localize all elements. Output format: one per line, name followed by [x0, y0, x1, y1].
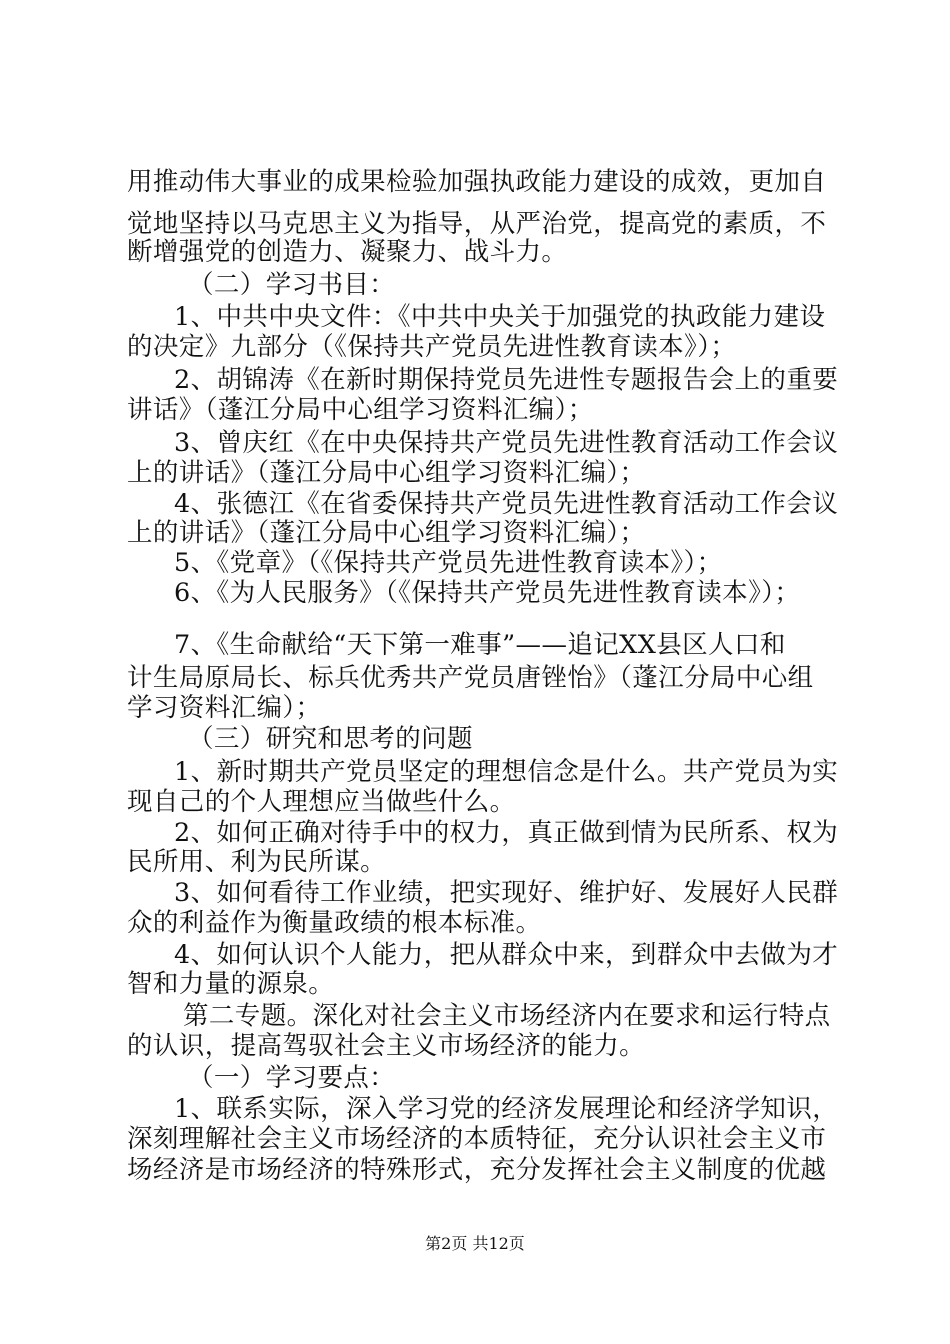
list-item-text: 7、《生命献给“天下第一难事”——追记XX县区人口和 [174, 630, 786, 660]
list-item-text: 的决定》九部分（《保持共产党员先进性教育读本》）； [127, 332, 737, 362]
topic-heading: 的认识，提高驾驭社会主义市场经济的能力。 [127, 1031, 646, 1061]
list-item-text: 5、《党章》（《保持共产党员先进性教育读本》）； [174, 548, 723, 578]
page-footer: 第2页 共12页 [425, 1234, 525, 1253]
list-item-text: 1、中共中央文件：《中共中央关于加强党的执政能力建设 [174, 302, 826, 332]
body-text-line: 深刻理解社会主义市场经济的本质特征，充分认识社会主义市 [127, 1124, 827, 1154]
list-item-text: 3、曾庆红《在中央保持共产党员先进性教育活动工作会议 [174, 428, 839, 458]
list-item-text: 1、新时期共产党员坚定的理想信念是什么。共产党员为实 [174, 757, 839, 787]
list-item-text: 计生局原局长、标兵优秀共产党员唐锉怡》（蓬江分局中心组 [127, 663, 814, 693]
section-heading: （一）学习要点： [188, 1063, 396, 1093]
list-item-text: 现自己的个人理想应当做些什么。 [127, 787, 516, 817]
list-item-text: 学习资料汇编）； [127, 693, 322, 723]
body-text-line: 觉地坚持以马克思主义为指导，从严治党，提高党的素质，不 [127, 209, 827, 239]
list-item-text: 2、如何正确对待手中的权力，真正做到情为民所系、权为 [174, 818, 839, 848]
list-item-text: 智和力量的源泉。 [127, 969, 335, 999]
list-item-text: 3、如何看待工作业绩，把实现好、维护好、发展好人民群 [174, 878, 839, 908]
list-item-text: 众的利益作为衡量政绩的根本标准。 [127, 908, 542, 938]
list-item-text: 4、如何认识个人能力，把从群众中来，到群众中去做为才 [174, 940, 839, 970]
section-heading: （二）学习书目： [188, 270, 396, 300]
body-text-line: 用推动伟大事业的成果检验加强执政能力建设的成效，更加自 [127, 167, 827, 197]
list-item-text: 讲话》（蓬江分局中心组学习资料汇编）； [127, 395, 594, 425]
list-item-text: 1、联系实际，深入学习党的经济发展理论和经济学知识， [174, 1094, 839, 1124]
topic-heading: 第二专题。深化对社会主义市场经济内在要求和运行特点 [183, 1001, 831, 1031]
body-text-line: 场经济是市场经济的特殊形式，充分发挥社会主义制度的优越 [127, 1155, 827, 1185]
list-item-text: 4、张德江《在省委保持共产党员先进性教育活动工作会议 [174, 489, 839, 519]
list-item-text: 2、胡锦涛《在新时期保持党员先进性专题报告会上的重要 [174, 365, 839, 395]
list-item-text: 上的讲话》（蓬江分局中心组学习资料汇编）； [127, 518, 646, 548]
list-item-text: 6、《为人民服务》（《保持共产党员先进性教育读本》）； [174, 578, 801, 608]
section-heading: （三）研究和思考的问题 [188, 724, 473, 754]
list-item-text: 民所用、利为民所谋。 [127, 847, 387, 877]
body-text-line: 断增强党的创造力、凝聚力、战斗力。 [127, 237, 568, 267]
list-item-text: 上的讲话》（蓬江分局中心组学习资料汇编）； [127, 458, 646, 488]
